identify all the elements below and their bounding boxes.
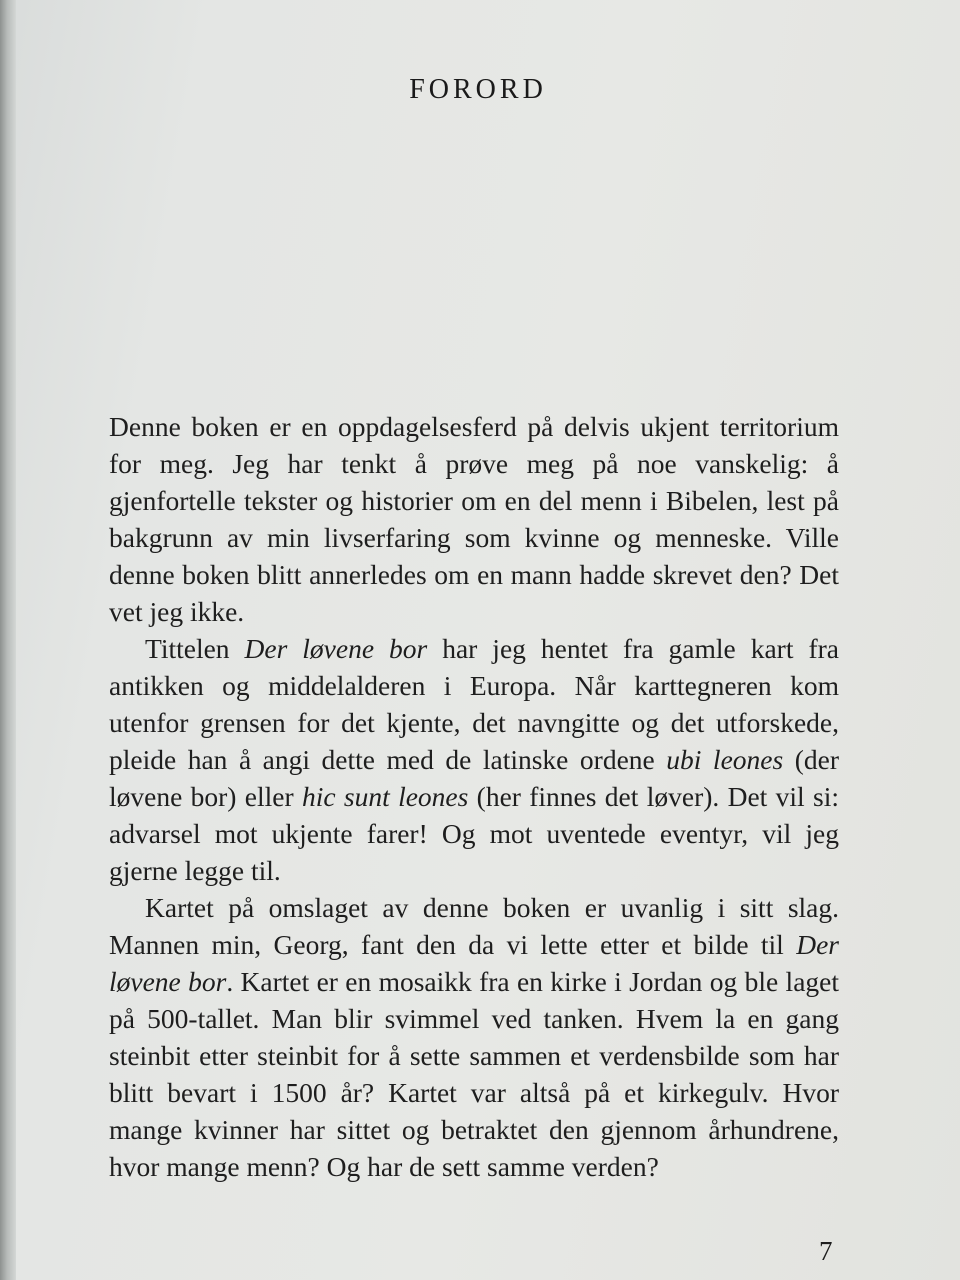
text-run: . Kartet er en mosaikk fra en kirke i Jordan og ble laget på 500-tallet. Man blir svimmel ved tanken. Hvem la en gang steinbit etter steinbit for å sette sammen et verdensbilde som har blitt bevart i 1500 år? Kartet var altså på et kirkegulv. Hvor mange kvinner har sittet og betraktet den gjennom århundrene, hvor mange menn? Og har de sett samme verden? (109, 966, 839, 1182)
text-run: (der løvene bor) eller (109, 744, 839, 812)
paragraph (109, 889, 839, 1185)
book-page (16, 0, 960, 1280)
paragraph (109, 630, 839, 889)
chapter-heading: FORORD (409, 74, 547, 105)
italic-text: ubi leones (666, 744, 784, 775)
text-run: Tittelen (145, 633, 245, 664)
paragraph (109, 408, 839, 630)
body-text (109, 408, 839, 1185)
book-spine-shadow (0, 0, 16, 1280)
text-run: har jeg hentet fra gamle kart fra antikken og middelalderen i Europa. Når karttegneren kom utenfor grensen for det kjente, det navngitte og det utforskede, pleide han å angi dette med de latinske ordene (109, 633, 839, 775)
text-run: Denne boken er en oppdagelsesferd på delvis ukjent territorium for meg. Jeg har tenkt å prøve meg på noe vanskelig: å gjenfortelle tekster og historier om en del menn i Bibelen, lest på bakgrunn av min livserfaring som kvinne og menneske. Ville denne boken blitt annerledes om en mann hadde skrevet den? Det vet jeg ikke. (109, 411, 839, 627)
italic-text: Der løvene bor (244, 633, 428, 664)
text-run: (her finnes det løver). Det vil si: advarsel mot ukjente farer! Og mot uventede eventyr, vil jeg gjerne legge til. (109, 781, 839, 886)
page-number: 7 (819, 1236, 833, 1266)
italic-text: hic sunt leones (301, 781, 469, 812)
text-run: Kartet på omslaget av denne boken er uvanlig i sitt slag. Mannen min, Georg, fant den da vi lette etter et bilde til (109, 892, 839, 960)
italic-text: Der løvene bor (109, 929, 839, 997)
